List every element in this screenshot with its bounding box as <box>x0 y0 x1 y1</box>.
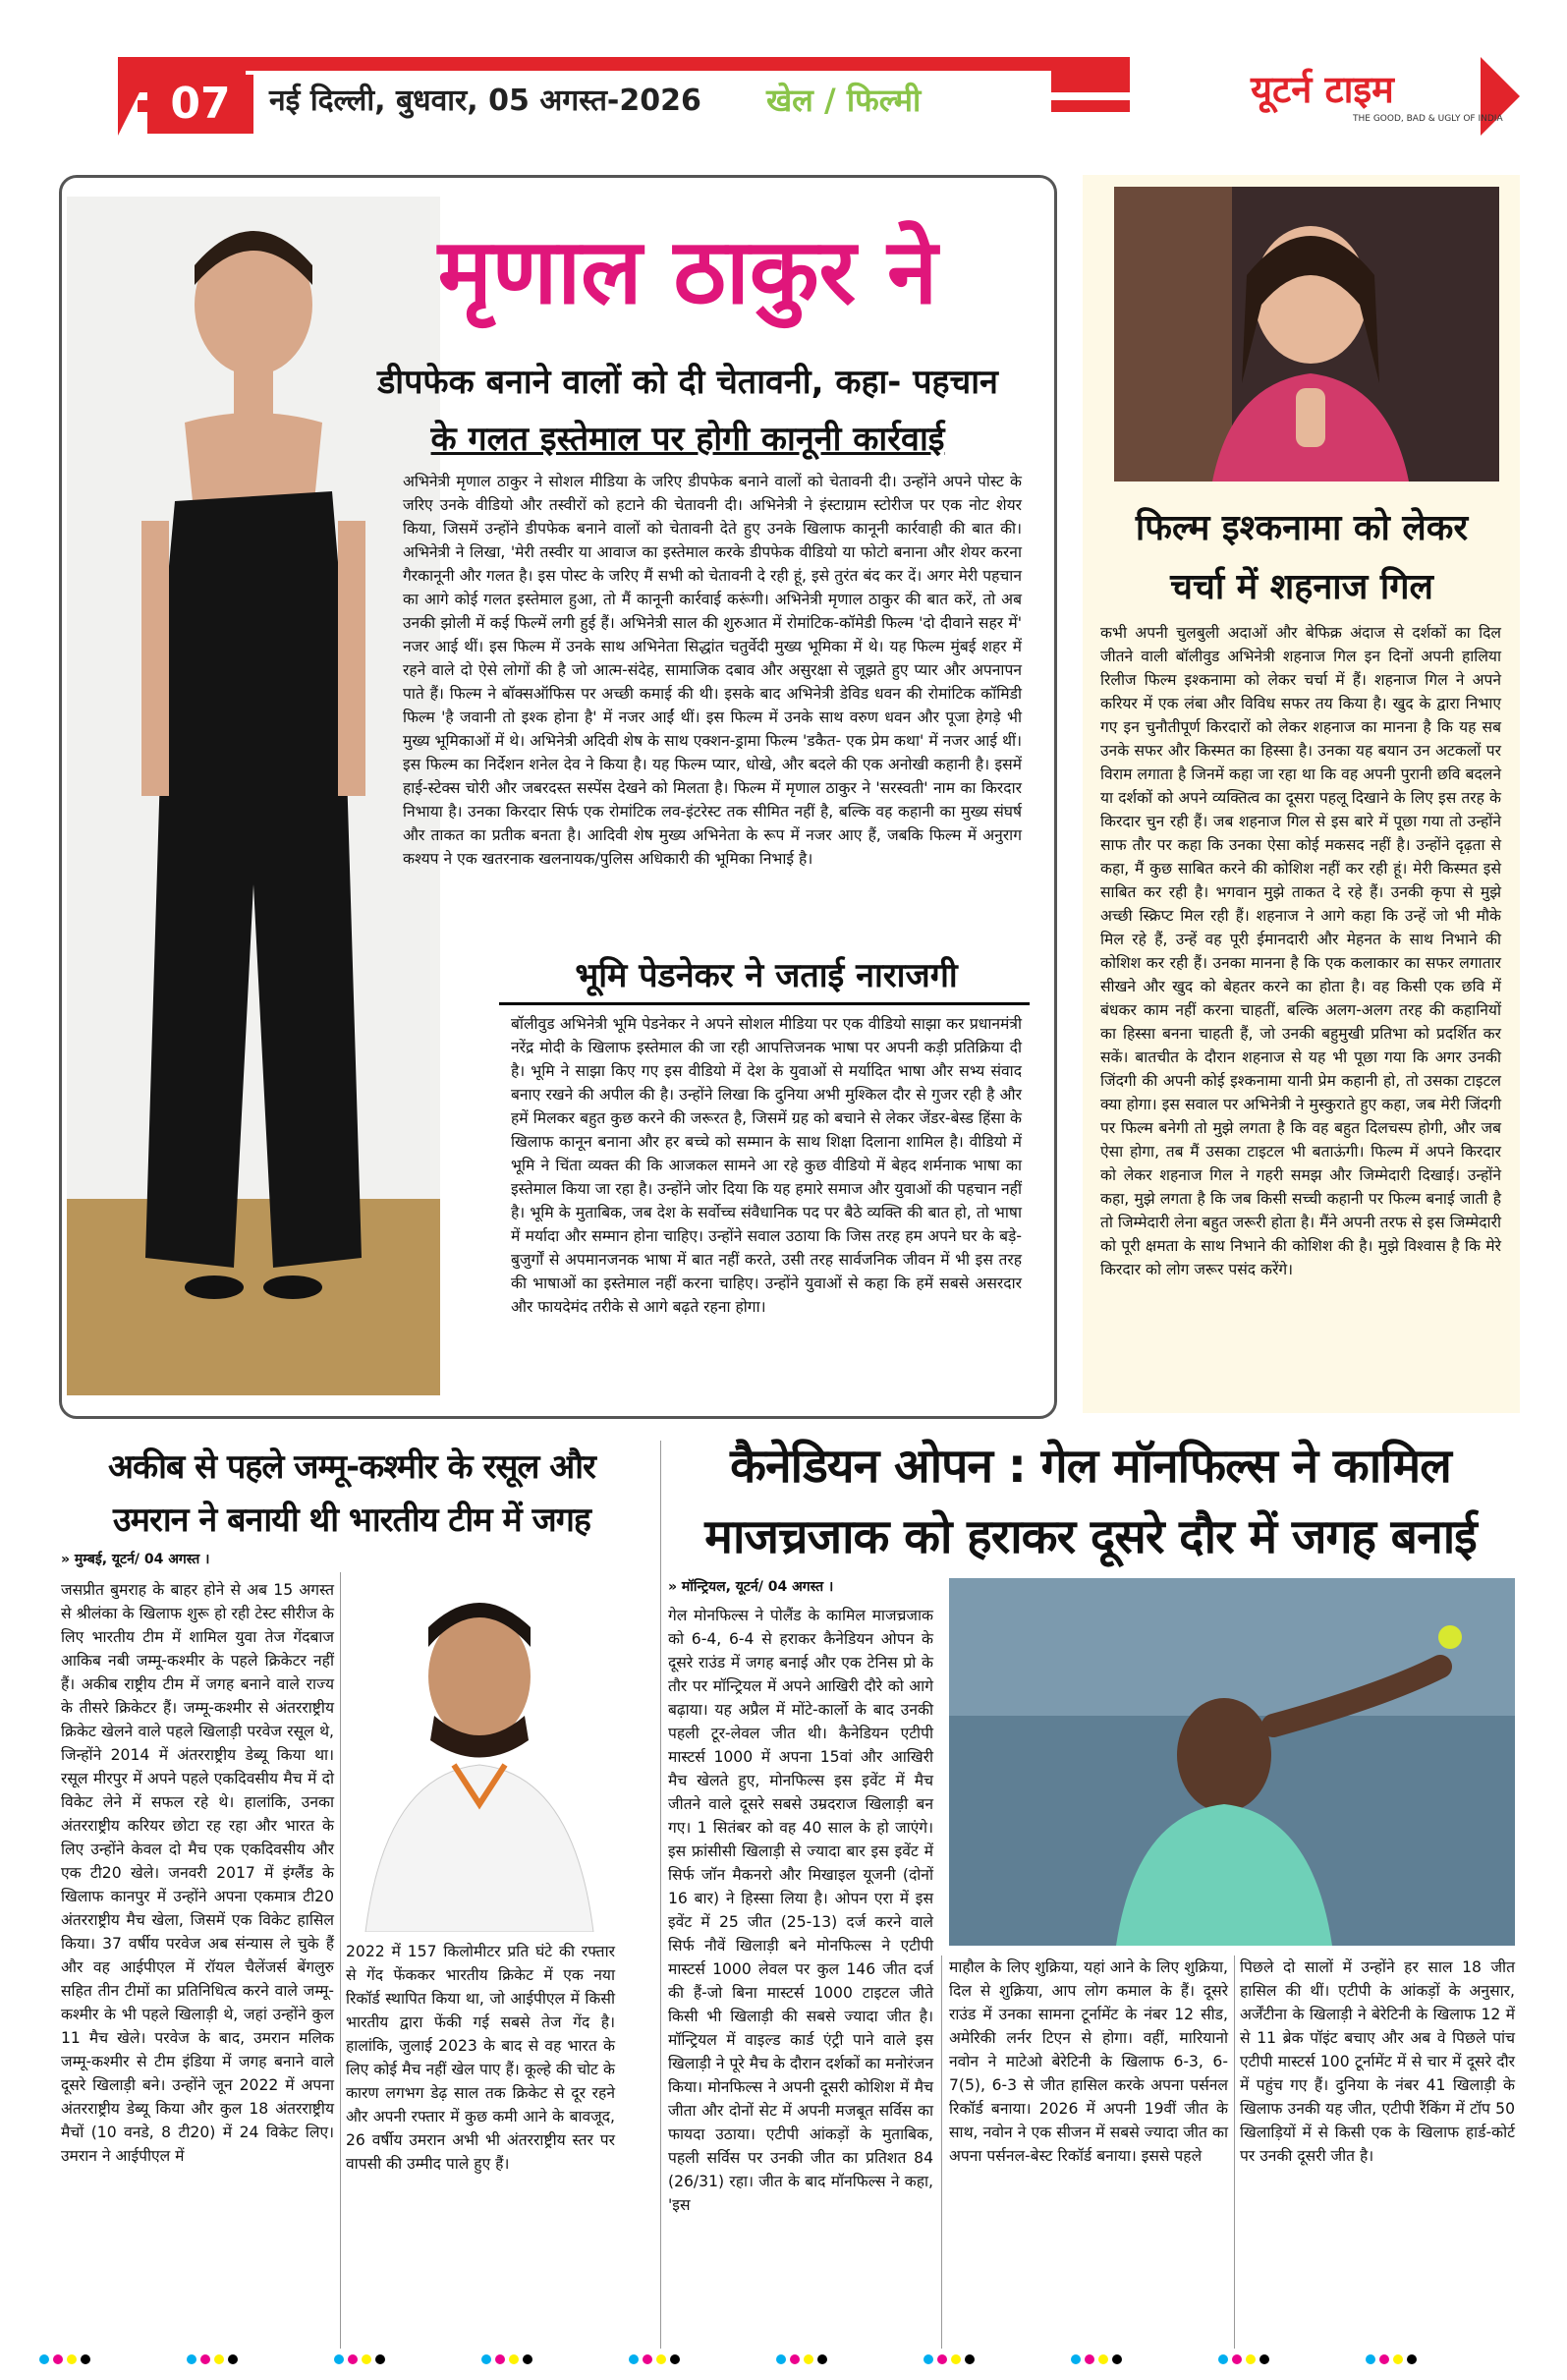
tennis-story-body-col3: पिछले दो सालों में उन्होंने हर साल 18 जीत हासिल की थीं। एटीपी के आंकड़ों के अनुसार, अर्जेंटीना के खिलाड़ी ने बेरेटिनी के खिलाफ 12 में से 11 ब्रेक पॉइंट बचाए और अब वे पिछले पांच एटीपी मास्टर्स 100 टूर्नामेंट में से चार में दूसरे दौर में पहुंच गए हैं। दुनिया के नंबर 41 खिलाड़ी के खिलाफ उनकी यह जीत, एटीपी रैंकिंग में टॉप 50 खिलाड़ियों में से किसी एक के खिलाफ हार्ड-कोर्ट पर उनकी दूसरी जीत है। <box>1240 1958 1515 2165</box>
main-subheadline-line2: के गलत इस्तेमाल पर होगी कानूनी कार्रवाई <box>430 420 945 459</box>
brand-tagline: THE GOOD, BAD & UGLY OF INDIA <box>1353 114 1503 124</box>
brand-arrow-icon <box>1481 57 1520 136</box>
masthead-bar <box>59 57 1130 136</box>
section-name: खेल / फिल्मी <box>766 82 922 119</box>
akib-story-body-continued: 2022 में 157 किलोमीटर प्रति घंटे की रफ्तार से गेंद फेंककर भारतीय क्रिकेट में एक नया रिकॉर्ड स्थापित किया था, जो आईपीएल में किसी भारतीय द्वारा फेंकी गई सबसे तेज गेंद है। हालांकि, जुलाई 2023 के बाद से वह भारत के लिए कोई मैच नहीं खेल पाए हैं। कूल्हे की चोट के कारण लगभग डेढ़ साल तक क्रिकेट से दूर रहने और अपनी रफ्तार में कुछ कमी आने के बावजूद, 26 वर्षीय उमरान अभी भी अंतरराष्ट्रीय स्तर पर वापसी की उम्मीद पाले हुए हैं। <box>346 1943 615 2173</box>
registration-dot <box>817 2354 827 2364</box>
shehnaaz-headline-line1: फिल्म इश्कनामा को लेकर <box>1135 508 1469 548</box>
shehnaaz-headline-line2: चर्चा में शहनाज गिल <box>1170 567 1433 607</box>
registration-dot <box>965 2354 975 2364</box>
tennis-story-body-col2: माहौल के लिए शुक्रिया, यहां आने के लिए शुक्रिया, दिल से शुक्रिया, आप लोग कमाल के हैं। दूसरे राउंड में उनका सामना टूर्नामेंट के नंबर 12 सीड, अमेरिकी लर्नर टिएन से होगा। वहीं, मारियानो नवोन ने माटेओ बेरेटिनी के खिलाफ 6-3, 6-7(5), 6-3 से जीत हासिल करके अपना पर्सनल रिकॉर्ड बनाया। 2026 में अपनी 19वीं जीत के साथ, नवोन ने एक सीजन में सबसे ज्यादा जीत का अपना पर्सनल-बेस्ट रिकॉर्ड बनाया। इससे पहले <box>949 1958 1228 2165</box>
akib-headline <box>57 1441 646 1547</box>
print-registration-marks <box>39 2354 1533 2368</box>
tennis-headline-line2: माजच्रजाक को हराकर दूसरे दौर में जगह बनाई <box>704 1509 1477 1564</box>
registration-dot <box>1098 2354 1108 2364</box>
registration-dot <box>334 2354 344 2364</box>
dateline: नई दिल्ली, बुधवार, 05 अगस्त-2026 <box>269 84 701 118</box>
registration-dot <box>1218 2354 1228 2364</box>
brand-logo <box>1245 57 1520 136</box>
registration-dot <box>1112 2354 1122 2364</box>
main-subheadline-line1: डीपफेक बनाने वालों को दी चेतावनी, कहा- पहचान <box>377 363 998 402</box>
cricketer-photo <box>346 1568 613 1932</box>
registration-dot <box>1379 2354 1389 2364</box>
registration-dot <box>523 2354 532 2364</box>
registration-dot <box>1246 2354 1256 2364</box>
registration-dot <box>1366 2354 1375 2364</box>
tennis-player-illustration <box>949 1578 1515 1946</box>
registration-dot <box>67 2354 77 2364</box>
registration-dot <box>481 2354 491 2364</box>
main-subheadline <box>354 354 1022 468</box>
akib-headline-line2: उमरान ने बनायी थी भारतीय टीम में जगह <box>113 1501 590 1540</box>
column-divider <box>340 1572 341 2349</box>
registration-dot <box>1232 2354 1242 2364</box>
tennis-story-body: गेल मोनफिल्स ने पोलैंड के कामिल माजच्रजाक को 6-4, 6-4 से हराकर कैनेडियन ओपन के दूसरे राउंड में जगह बनाई और एक टेनिस प्रो के तौर पर मॉन्ट्रियल में अपने आखिरी दौरे को आगे बढ़ाया। यह अप्रैल में मोंटे-कार्लो के बाद उनकी पहली टूर-लेवल जीत थी। कैनेडियन एटीपी मास्टर्स 1000 में अपना 15वां और आखिरी मैच खेलते हुए, मोनफिल्स इस इवेंट में मैच जीतने वाले दूसरे सबसे उम्रदराज खिलाड़ी बन गए। 1 सितंबर को वह 40 साल के हो जाएंगे। इस फ्रांसीसी खिलाड़ी से ज्यादा बार इस इवेंट में सिर्फ जॉन मैकनरो और मिखाइल यूजनी (दोनों 16 बार) ने हिस्सा लिया है। ओपन एरा में इस इवेंट में 25 जीत (25-13) दर्ज करने वाले सिर्फ नौवें खिलाड़ी बने मोनफिल्स ने एटीपी मास्टर्स 1000 लेवल पर कुल 146 जीत दर्ज की हैं-जो बिना मास्टर्स 1000 टाइटल जीते किसी भी खिलाड़ी की सबसे ज्यादा जीत है। मॉन्ट्रियल में वाइल्ड कार्ड एंट्री पाने वाले इस खिलाड़ी ने पूरे मैच के दौरान दर्शकों का मनोरंजन किया। मोनफिल्स ने अपनी दूसरी कोशिश में मैच जीता और दोनों सेट में अपनी मजबूत सर्विस का फायदा उठाया। एटीपी आंकड़ों के मुताबिक, पहली सर्विस पर उनकी जीत का प्रतिशत 84 (26/31) रहा। जीत के बाद मॉनफिल्स ने कहा, 'इस <box>668 1607 933 2214</box>
cricketer-illustration <box>346 1568 613 1932</box>
shehnaaz-portrait-illustration <box>1114 187 1499 482</box>
registration-dot <box>804 2354 813 2364</box>
akib-story-body: जसप्रीत बुमराह के बाहर होने से अब 15 अगस्त से श्रीलंका के खिलाफ शुरू हो रही टेस्ट सीरीज के लिए भारतीय टीम में शामिल युवा तेज गेंदबाज आकिब नबी जम्मू-कश्मीर के पहले क्रिकेटर नहीं हैं। अकीब राष्ट्रीय टीम में जगह बनाने वाले राज्य के तीसरे क्रिकेटर हैं। जम्मू-कश्मीर से अंतरराष्ट्रीय क्रिकेट खेलने वाले पहले खिलाड़ी परवेज रसूल थे, जिन्होंने 2014 में अंतरराष्ट्रीय डेब्यू किया था। रसूल मीरपुर में अपने पहले एकदिवसीय मैच में दो विकेट लेने में सफल रहे थे। हालांकि, उनका अंतरराष्ट्रीय करियर छोटा रह रहा और भारत के लिए उन्होंने केवल दो मैच एक एकदिवसीय और एक टी20 खेले। जनवरी 2017 में इंग्लैंड के खिलाफ कानपुर में उन्होंने अपना एकमात्र टी20 अंतरराष्ट्रीय मैच खेला, जिसमें एक विकेट हासिल किया। 37 वर्षीय परवेज अब संन्यास ले चुके हैं और वह आईपीएल में रॉयल चैलेंजर्स बेंगलुरु सहित तीन टीमों का प्रतिनिधित्व करने वाले जम्मू-कश्मीर के भी पहले खिलाड़ी थे, जहां उन्होंने कुल 11 मैच खेले। परवेज के बाद, उमरान मलिक जम्मू-कश्मीर से टीम इंडिया में जगह बनाने वाले दूसरे खिलाड़ी बने। उन्होंने जून 2022 में अपना अंतरराष्ट्रीय डेब्यू किया और कुल 18 अंतरराष्ट्रीय मैचों (10 वनडे, 8 टी20) में 24 विकेट लिए। उमरान ने आईपीएल में <box>61 1581 334 2165</box>
registration-dot <box>1071 2354 1081 2364</box>
registration-dot <box>187 2354 196 2364</box>
registration-dot <box>81 2354 90 2364</box>
registration-dot <box>1407 2354 1417 2364</box>
registration-dot <box>656 2354 666 2364</box>
shehnaaz-story-body: कभी अपनी चुलबुली अदाओं और बेफिक्र अंदाज से दर्शकों का दिल जीतने वाली बॉलीवुड अभिनेत्री शहनाज गिल इन दिनों अपनी हालिया रिलीज फिल्म इश्कनामा को लेकर चर्चा में हैं। शहनाज गिल ने अपने करियर में एक लंबा और विविध सफर तय किया है। खुद के द्वारा निभाए गए इन चुनौतीपूर्ण किरदारों को लेकर शहनाज का मानना है कि यह सब उनके सफर और किस्मत का हिस्सा है। उनका यह बयान उन अटकलों पर विराम लगाता है जिनमें कहा जा रहा था कि वह अपनी पुरानी छवि बदलने या दर्शकों को अपने व्यक्तित्व का दूसरा पहलू दिखाने के लिए इस तरह के किरदार चुन रही हैं। जब शहनाज गिल से इस बारे में पूछा गया तो उन्होंने साफ तौर पर कहा कि उनका ऐसा कोई मकसद नहीं है। उन्होंने दृढ़ता से कहा, मैं कुछ साबित करने की कोशिश नहीं कर रही हूं। मेरी किस्मत इसे साबित कर रही है। भगवान मुझे ताकत दे रहे हैं। उनकी कृपा से मुझे अच्छी स्क्रिप्ट मिल रही हैं। शहनाज ने आगे कहा कि उन्हें जो भी मौके मिल रहे हैं, उन्हें वह पूरी ईमानदारी और मेहनत के साथ निभाने की कोशिश कर रही हैं। उनका मानना है कि एक कलाकार का सफर लगातार सीखने और खुद को बेहतर करने का होता है। वह किसी एक छवि में बंधकर काम नहीं करना चाहतीं, बल्कि अलग-अलग तरह की कहानियों का हिस्सा बनना चाहती हैं, जो उनकी बहुमुखी प्रतिभा को प्रदर्शित कर सकें। बातचीत के दौरान शहनाज से यह भी पूछा गया कि अगर उनकी जिंदगी की अपनी कोई इश्कनामा यानी प्रेम कहानी हो, तो उसका टाइटल क्या होगा। इस सवाल पर अभिनेत्री ने मुस्कुराते हुए कहा, जब मेरी जिंदगी पर फिल्म बनेगी तो मुझे लगता है कि वह बहुत दिलचस्प होगी, और जब ऐसा होगा, तब मैं उसका टाइटल भी बताऊंगी। फिल्म में अपने किरदार को लेकर शहनाज गिल ने गहरी समझ और जिम्मेदारी दिखाई। उन्होंने कहा, मुझे लगता है कि जब किसी सच्ची कहानी पर फिल्म बनाई जाती है तो जिम्मेदारी लेना बहुत जरूरी होता है। मैंने अपनी तरफ से इस जिम्मेदारी को पूरी क्षमता के साथ निभाने की कोशिश की है। मुझे विश्वास है कि मेरे किरदार को लोग जरूर पसंद करेंगे। <box>1100 624 1501 1278</box>
registration-dot <box>39 2354 49 2364</box>
column-divider <box>660 1441 661 2349</box>
main-story-body: अभिनेत्री मृणाल ठाकुर ने सोशल मीडिया के जरिए डीपफेक बनाने वालों को चेतावनी दी। उन्होंने अपने पोस्ट के जरिए उनके वीडियो और तस्वीरों को हटाने की चेतावनी दी। अभिनेत्री ने इंस्टाग्राम स्टोरीज पर एक नोट शेयर किया, जिसमें उन्होंने डीपफेक बनाने वालों को चेतावनी देते हुए उनके खिलाफ कानूनी कार्रवाही की बात की। अभिनेत्री ने लिखा, 'मेरी तस्वीर या आवाज का इस्तेमाल करके डीपफेक वीडियो या फोटो बनाना और शेयर करना गैरकानूनी और गलत है। इस पोस्ट के जरिए मैं सभी को चेतावनी दे रही हूं, इसे तुरंत बंद कर दें। अगर मेरी पहचान का आगे कोई गलत इस्तेमाल हुआ, तो मैं कानूनी कार्रवाई करूंगी। अभिनेत्री मृणाल ठाकुर की बात करें, तो अब उनकी झोली में कई फिल्में लगी हुई हैं। अभिनेत्री साल की शुरुआत में रोमांटिक-कॉमेडी फिल्म 'दो दीवाने सहर में' नजर आई थीं। इस फिल्म में उनके साथ अभिनेता सिद्धांत चतुर्वेदी मुख्य भूमिका में थे। यह फिल्म मुंबई शहर में रहने वाले दो ऐसे लोगों की है जो आत्म-संदेह, सामाजिक दबाव और असुरक्षा से जूझते हुए प्यार और अपनापन पाते हैं। फिल्म ने बॉक्सऑफिस पर अच्छी कमाई की थी। इसके बाद अभिनेत्री डेविड धवन की रोमांटिक कॉमिडी फिल्म 'है जवानी तो इश्क होना है' में नजर आईं थीं। इस फिल्म में उनके साथ वरुण धवन और पूजा हेगड़े भी मुख्य भूमिकाओं में थे। अभिनेत्री अदिवी शेष के साथ एक्शन-ड्रामा फिल्म 'डकैत- एक प्रेम कथा' में नजर आई थीं। इस फिल्म का निर्देशन शनेल देव ने किया है। यह फिल्म प्यार, धोखे, और बदले की एक अनोखी कहानी है। इसमें हाई-स्टेक्स चोरी और जबरदस्त सस्पेंस देखने को मिलता है। फिल्म में मृणाल ठाकुर ने 'सरस्वती' नाम का किरदार निभाया है। उनका किरदार सिर्फ एक रोमांटिक लव-इंटरेस्ट तक सीमित नहीं है, बल्कि वह कहानी का मुख्य संघर्ष और ताकत का प्रतीक बनता है। आदिवी शेष मुख्य अभिनेता के रूप में नजर आए हैं, जबकि फिल्म में अनुराग कश्यप ने एक खतरनाक खलनायक/पुलिस अधिकारी की भूमिका निभाई है। <box>403 473 1022 868</box>
registration-dot <box>1259 2354 1269 2364</box>
registration-dot <box>670 2354 680 2364</box>
tennis-headline-line1: कैनेडियन ओपन : गेल मॉनफिल्स ने कामिल <box>730 1439 1451 1494</box>
akib-dateline: » मुम्बई, यूटर्न/ 04 अगस्त । <box>61 1552 210 1567</box>
registration-dot <box>937 2354 947 2364</box>
page-number-box <box>147 75 253 134</box>
registration-dot <box>375 2354 385 2364</box>
registration-dot <box>629 2354 639 2364</box>
registration-dot <box>1393 2354 1403 2364</box>
bhumi-heading-rule <box>499 1002 1030 1005</box>
registration-dot <box>790 2354 800 2364</box>
registration-dot <box>214 2354 224 2364</box>
tennis-player-photo <box>949 1578 1515 1946</box>
registration-dot <box>495 2354 505 2364</box>
registration-dot <box>951 2354 961 2364</box>
registration-dot <box>348 2354 358 2364</box>
brand-name: यूटर्न टाइम <box>1251 68 1394 111</box>
shehnaaz-photo <box>1114 187 1499 482</box>
column-divider <box>941 1955 942 2349</box>
registration-dot <box>776 2354 786 2364</box>
tennis-headline <box>668 1431 1513 1572</box>
registration-dot <box>362 2354 371 2364</box>
column-divider <box>1234 1955 1235 2349</box>
page-number: 07 <box>170 79 231 129</box>
registration-dot <box>1085 2354 1094 2364</box>
bhumi-story-body: बॉलीवुड अभिनेत्री भूमि पेडनेकर ने अपने सोशल मीडिया पर एक वीडियो साझा कर प्रधानमंत्री नरेंद्र मोदी के खिलाफ इस्तेमाल की जा रही आपत्तिजनक भाषा पर अपनी कड़ी प्रतिक्रिया दी है। भूमि ने साझा किए गए इस वीडियो में देश के युवाओं से मर्यादित भाषा और सभ्य संवाद बनाए रखने की अपील की है। उन्होंने लिखा कि दुनिया अभी मुश्किल दौर से गुजर रही है और हमें मिलकर बहुत कुछ करने की जरूरत है, जिसमें ग्रह को बचाने से लेकर जेंडर-बेस्ड हिंसा के खिलाफ कानून बनाना और हर बच्चे को सम्मान के साथ शिक्षा दिलाना शामिल है। वीडियो में भूमि ने चिंता व्यक्त की कि आजकल सामने आ रहे कुछ वीडियो में बेहद शर्मनाक भाषा का इस्तेमाल किया जा रहा है। उन्होंने जोर दिया कि यह हमारे समाज और युवाओं की पहचान नहीं है। भूमि के मुताबिक, जब देश के सर्वोच्च संवैधानिक पद पर बैठे व्यक्ति की बात हो, तो भाषा में मर्यादा और सम्मान होना चाहिए। उन्होंने सवाल उठाया कि जिस तरह हम अपने घर के बड़े-बुजुर्गों से अपमानजनक भाषा में बात नहीं करते, उसी तरह सार्वजनिक जीवन में भी इस तरह की भाषाओं का इस्तेमाल नहीं करना चाहिए। उन्होंने युवाओं से कहा कि हमें सबसे असरदार और फायदेमंद तरीके से आगे बढ़ते रहना होगा। <box>511 1015 1022 1316</box>
registration-dot <box>923 2354 933 2364</box>
shehnaaz-headline <box>1091 499 1513 617</box>
tennis-dateline: » मॉन्ट्रियल, यूटर्न/ 04 अगस्त । <box>668 1579 834 1595</box>
registration-dot <box>509 2354 519 2364</box>
akib-headline-line1: अकीब से पहले जम्मू-कश्मीर के रसूल और <box>108 1447 595 1487</box>
registration-dot <box>228 2354 238 2364</box>
registration-dot <box>200 2354 210 2364</box>
registration-dot <box>53 2354 63 2364</box>
main-headline: मृणाल ठाकुर ने <box>437 219 938 324</box>
bhumi-heading: भूमि पेडनेकर ने जताई नाराजगी <box>575 956 958 995</box>
registration-dot <box>643 2354 652 2364</box>
